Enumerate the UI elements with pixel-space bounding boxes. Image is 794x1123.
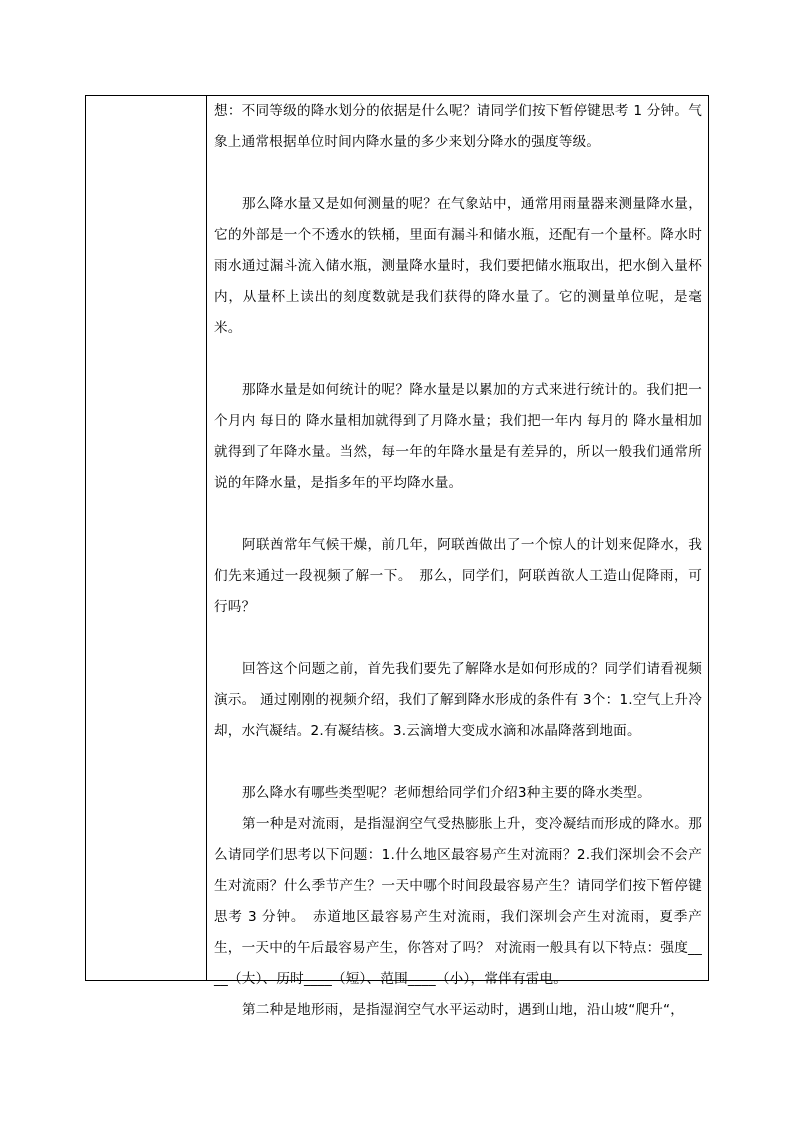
lesson-table (85, 95, 709, 1018)
left-column-cell (86, 96, 207, 980)
paragraph-8: 第二种是地形雨，是指湿润空气水平运动时，遇到山地，沿山坡“爬升“， (242, 1002, 685, 1018)
content-cell (208, 96, 708, 1018)
paragraph-4: 阿联酋常年气候干燥，前几年，阿联酋做出了一个惊人的计划来促降水，我们先来通过一段视频了解一下。 那么，同学们，阿联酋欲人工造山促降雨，可行吗？ (214, 537, 702, 615)
paragraph-5: 回答这个问题之前，首先我们要先了解降水是如何形成的？同学们请看视频演示。 通过刚刚的视频介绍，我们了解到降水形成的条件有 3个：1.空气上升冷却，水汽凝结。2.有凝结核。3.云滴增大变成水滴和冰晶降落到地面。 (214, 661, 702, 739)
paragraph-6: 那么降水有哪些类型呢？老师想给同学们介绍3种主要的降水类型。 (242, 785, 651, 801)
paragraph-7: 第一种是对流雨，是指湿润空气受热膨胀上升，变冷凝结而形成的降水。那么请同学们思考以下问题：1.什么地区最容易产生对流雨？2.我们深圳会不会产生对流雨？什么季节产生？一天中哪个时间段最容易产生？请同学们按下暂停键思考 3 分钟。 赤道地区最容易产生对流雨，我们深圳会产生对流雨，夏季产生，一天中的午后最容易产生，你答对了吗？ 对流雨一般具有以下特点：强度____（大）、历时____（短）、范围____（小），常伴有雷电。 (214, 816, 702, 987)
paragraph-2: 那么降水量又是如何测量的呢？在气象站中，通常用雨量器来测量降水量，它的外部是一个不透水的铁桶，里面有漏斗和储水瓶，还配有一个量杯。降水时雨水通过漏斗流入储水瓶，测量降水量时，我们要把储水瓶取出，把水倒入量杯内，从量杯上读出的刻度数就是我们获得的降水量了。它的测量单位呢，是毫米。 (214, 196, 702, 336)
paragraph-1: 想：不同等级的降水划分的依据是什么呢？请同学们按下暂停键思考 1 分钟。气象上通常根据单位时间内降水量的多少来划分降水的强度等级。 (214, 103, 702, 150)
paragraph-3: 那降水量是如何统计的呢？降水量是以累加的方式来进行统计的。我们把一个月内 每日的 降水量相加就得到了月降水量；我们把一年内 每月的 降水量相加就得到了年降水量。当然，每一年的年降水量是有差异的，所以一般我们通常所说的年降水量，是指多年的平均降水量。 (214, 382, 702, 491)
